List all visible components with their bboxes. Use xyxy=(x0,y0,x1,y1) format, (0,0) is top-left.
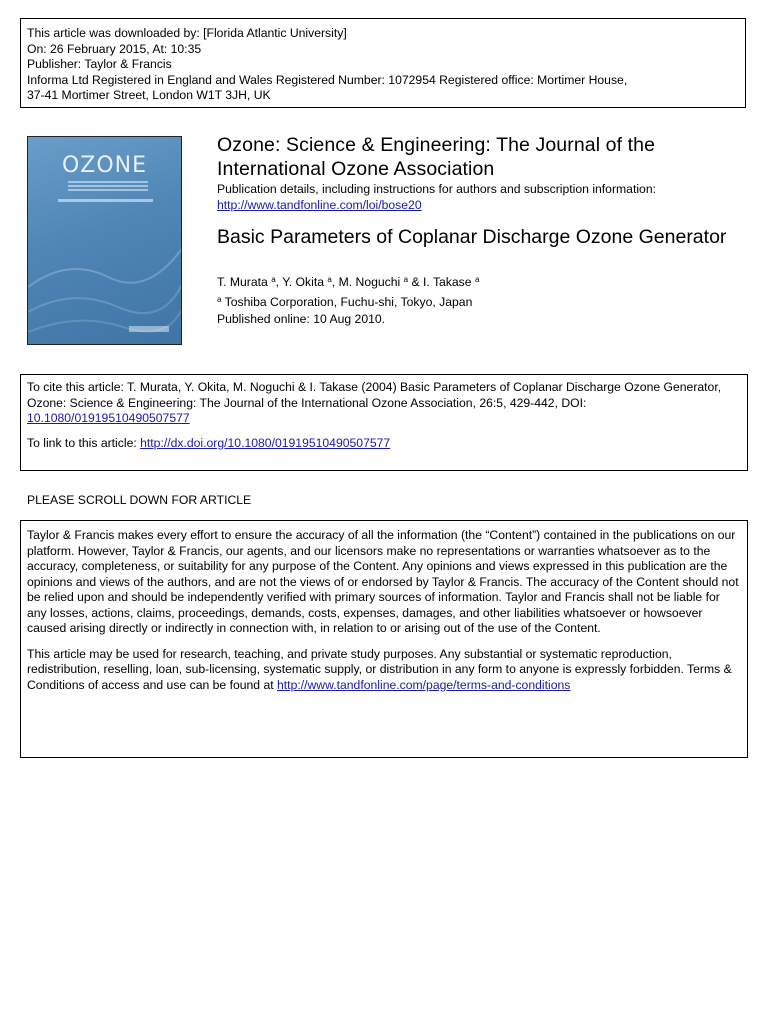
journal-url-link[interactable]: http://www.tandfonline.com/loi/bose20 xyxy=(217,197,422,212)
download-notice-box xyxy=(20,18,746,108)
registration-line: Informa Ltd Registered in England and Wales Registered Number: 1072954 Registered office: Mortimer House, xyxy=(27,72,628,87)
terms-paragraph xyxy=(27,647,741,694)
author-affiliation-mark: a xyxy=(474,275,480,284)
author-name: Y. Okita xyxy=(282,275,324,289)
affiliation-text: Toshiba Corporation, Fuchu-shi, Tokyo, Japan xyxy=(224,295,473,309)
author-name: I. Takase xyxy=(423,275,472,289)
publication-details xyxy=(217,182,737,213)
author-separator: & xyxy=(411,275,423,289)
disclaimer-box xyxy=(20,520,748,758)
article-link-label: To link to this article: xyxy=(27,435,141,450)
article-link-line xyxy=(27,436,741,452)
publisher-line: Publisher: Taylor & Francis xyxy=(27,57,172,72)
journal-title: Ozone: Science & Engineering: The Journal of the International Ozone Association xyxy=(217,134,656,180)
citation-text xyxy=(27,380,741,427)
author-affiliation-mark: a xyxy=(271,275,276,284)
published-online-date: Published online: 10 Aug 2010. xyxy=(217,312,386,326)
author-affiliation-mark: a xyxy=(403,275,409,284)
download-notice-line: This article was downloaded by: [Florida Atlantic University] xyxy=(27,26,347,40)
author-name: M. Noguchi xyxy=(338,275,401,289)
scroll-down-notice: PLEASE SCROLL DOWN FOR ARTICLE xyxy=(27,493,252,507)
citation-box xyxy=(20,374,748,471)
terms-conditions-link[interactable]: http://www.tandfonline.com/page/terms-and-conditions xyxy=(277,677,571,692)
affiliation-mark: a xyxy=(217,295,222,304)
affiliation xyxy=(217,295,737,311)
author-list xyxy=(217,275,737,291)
address-line: 37-41 Mortimer Street, London W1T 3JH, UK xyxy=(27,88,271,103)
author-separator: , xyxy=(331,275,339,289)
publication-details-text: Publication details, including instructions for authors and subscription information: xyxy=(217,182,656,196)
cover-subtitle-lines xyxy=(68,181,148,195)
article-title: Basic Parameters of Coplanar Discharge Ozone Generator xyxy=(217,226,727,248)
journal-cover-image xyxy=(27,136,182,345)
terms-text: This article may be used for research, teaching, and private study purposes. Any substantial or systematic reproduction, redistribution, reselling, loan, sub-licensing, systematic supply, or distribution in any form to anyone is expressly forbidden. Terms & Conditions of access and use can be found at xyxy=(27,646,732,692)
download-date-line: On: 26 February 2015, At: 10:35 xyxy=(27,41,202,56)
author-separator: , xyxy=(275,275,283,289)
author-affiliation-mark: a xyxy=(327,275,332,284)
author-name: T. Murata xyxy=(217,275,268,289)
article-doi-url-link[interactable]: http://dx.doi.org/10.1080/01919510490507577 xyxy=(140,435,391,450)
cover-publisher-mark xyxy=(129,326,169,332)
cover-logo: OZONE xyxy=(61,153,148,178)
disclaimer-paragraph: Taylor & Francis makes every effort to ensure the accuracy of all the information (the “Content”) contained in the publications on our platform. However, Taylor & Francis, our agents, and our licensors make no representations or warranties whatsoever as to the accuracy, completeness, or suitability for any purpose of the Content. Any opinions and views expressed in this publication are the opinions and views of the authors, and are not the views of or endorsed by Taylor & Francis. The accuracy of the Content should not be relied upon and should be independently verified with primary sources of information. Taylor and Francis shall not be liable for any losses, actions, claims, proceedings, demands, costs, expenses, damages, and other liabilities whatsoever or howsoever caused arising directly or indirectly in connection with, in relation to or arising out of the use of the Content. xyxy=(27,528,739,635)
cover-volume-line xyxy=(58,199,153,202)
doi-link[interactable]: 10.1080/01919510490507577 xyxy=(27,411,190,425)
citation-body: To cite this article: T. Murata, Y. Okita, M. Noguchi & I. Takase (2004) Basic Parameters of Coplanar Discharge Ozone Generator, Ozone: Science & Engineering: The Journal of the International Ozone Association, 26:5, 429-442, DOI: xyxy=(27,380,722,410)
